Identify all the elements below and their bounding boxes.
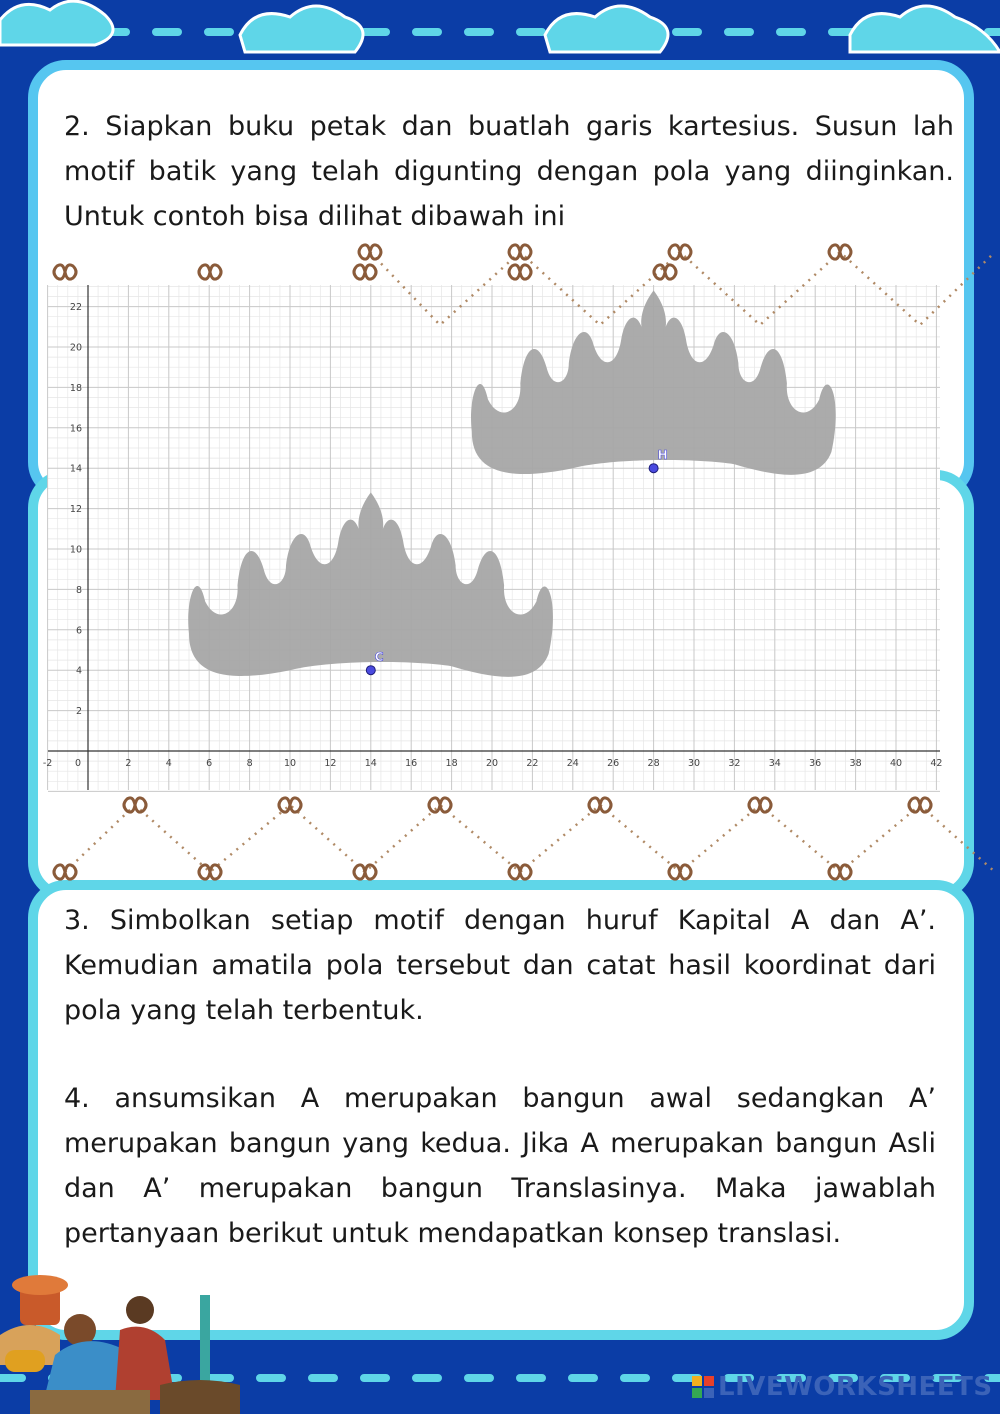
batik-motif-shape <box>188 492 553 676</box>
liveworksheets-logo-icon <box>692 1376 714 1398</box>
x-tick-label: 4 <box>165 758 172 769</box>
cartesian-graph <box>42 285 943 790</box>
axes <box>48 285 943 790</box>
x-tick-label: 6 <box>206 758 213 769</box>
y-tick-label: 6 <box>75 625 82 637</box>
x-tick-label: 16 <box>405 758 418 769</box>
x-tick-label: 22 <box>526 758 539 769</box>
x-tick-label: 38 <box>849 758 862 769</box>
x-tick-label: 26 <box>607 758 620 769</box>
y-tick-label: 14 <box>69 463 82 475</box>
y-tick-label: 8 <box>75 584 82 596</box>
x-tick-label: 10 <box>283 758 297 769</box>
instruction-step-3: 3. Simbolkan setiap motif dengan huruf Kapital A dan A’. Kemudian amatila pola tersebut dan catat hasil koordinat dari pola yang telah terbentuk. <box>64 905 936 1026</box>
point-marker <box>366 666 375 675</box>
x-tick-label: 12 <box>324 758 337 769</box>
x-tick-label: 24 <box>566 758 579 769</box>
x-tick-label: 30 <box>687 758 701 769</box>
cloud-ornaments <box>0 1 1000 52</box>
y-tick-label: 18 <box>69 382 82 394</box>
liveworksheets-brand[interactable] <box>692 1372 993 1402</box>
x-tick-label: 2 <box>125 758 132 769</box>
brand-text: LIVEWORKSHEETS <box>718 1372 993 1402</box>
x-tick-label: 42 <box>930 758 943 769</box>
x-tick-label: -2 <box>42 758 53 769</box>
x-tick-label: 20 <box>485 758 499 769</box>
grid-minor <box>48 285 943 790</box>
x-tick-label: 32 <box>728 758 741 769</box>
tick-labels <box>43 302 943 769</box>
x-tick-label: 8 <box>246 758 253 769</box>
x-tick-label: 0 <box>74 758 82 769</box>
y-tick-label: 2 <box>75 706 82 718</box>
y-tick-label: 20 <box>69 342 82 354</box>
x-tick-label: 28 <box>647 758 660 769</box>
x-tick-label: 18 <box>445 758 458 769</box>
batik-makers-illustration <box>0 1215 250 1414</box>
y-tick-label: 16 <box>69 423 82 435</box>
y-tick-label: 22 <box>69 302 82 314</box>
x-tick-label: 34 <box>768 758 781 769</box>
x-tick-label: 36 <box>809 758 822 769</box>
point-label: H <box>657 448 668 463</box>
x-tick-label: 40 <box>889 758 903 769</box>
y-tick-label: 10 <box>69 544 82 556</box>
point-label: C <box>374 650 384 665</box>
batik-motif-shape <box>471 290 836 474</box>
y-tick-label: 4 <box>75 665 82 677</box>
grid-major <box>48 285 943 791</box>
y-tick-label: 12 <box>69 504 82 516</box>
x-tick-label: 14 <box>364 758 377 769</box>
point-marker <box>649 464 658 473</box>
instruction-step-2: 2. Siapkan buku petak dan buatlah garis kartesius. Susun lah motif batik yang telah digunting dengan pola yang diinginkan. Untuk contoh bisa dilihat dibawah ini <box>64 111 954 232</box>
instruction-step-4: 4. ansumsikan A merupakan bangun awal sedangkan A’ merupakan bangun yang kedua. Jika A merupakan bangun Asli dan A’ merupakan bangun Translasinya. Maka jawablah pertanyaan berikut untuk mendapatkan konsep translasi. <box>64 1083 936 1249</box>
